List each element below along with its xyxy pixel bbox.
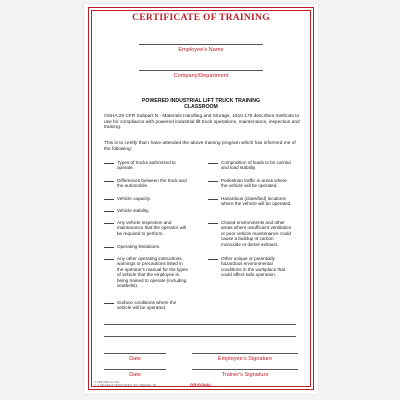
checkbox-line[interactable]	[104, 211, 114, 212]
checkbox-line[interactable]	[104, 163, 114, 164]
trainer-signature-line[interactable]	[192, 369, 298, 370]
footer-copyright: © PRINTED IN USA	[94, 380, 120, 384]
checkbox-line[interactable]	[208, 259, 218, 260]
write-in-line[interactable]	[104, 324, 296, 325]
write-in-line[interactable]	[104, 336, 296, 337]
trainer-signature-label: Trainer's Signature	[221, 372, 269, 378]
date-label-1: Date	[129, 356, 141, 362]
employee-signature-line[interactable]	[192, 353, 298, 354]
training-certificate: CERTIFICATE OF TRAINING Employee's Name Company/Department POWERED INDUSTRIAL LIFT TRUCK TRAINING CLASSROOM OSHA 29 CFR Subpart N - Materials Handling and Storage, 1910.178 describes methods to use for compliance with powered industrial lift truck operations, maintenance, inspection and training. This is to certify that I have attended the above training program which has informed me of the following: Types of trucks authorized to operate. Differences between the truck and the automobile. Vehicle capacity. Vehicle stability. Any vehicle inspection and maintenance that the operator will be required to perform. Operating limitations. Any other operating instructions, warnings or precautions listed in the operator's manual for the types of vehicle that the employee is being trained to operate (including seatbelts). Surface conditions where the vehicle will be operated. Composition of loads to be carried and load stability. Pedestrian traffic in areas where the vehicle will be operated. Hazardous (classified) locations where the vehicle will be operated. Closed environments and other areas where insufficient ventilation or poor vehicle maintenance could cause a buildup of carbon monoxide or diesel exhaust. Other unique or potentially hazardous environmental conditions in the workplace that could affect safe operation. Date Employee's Signature Date Trainer's Signature © PRINTED IN USA J. J. KELLER & ASSOCIATES, INC. NEENAH, WI ORIGINAL	[84, 4, 318, 394]
checkbox-line[interactable]	[104, 181, 114, 182]
date-label-2: Date	[129, 372, 141, 378]
training-heading-1: POWERED INDUSTRIAL LIFT TRUCK TRAINING	[141, 98, 261, 104]
osha-paragraph: OSHA 29 CFR Subpart N - Materials Handling and Storage, 1910.178 describes methods to use for compliance with powered industrial lift truck operations, maintenance, inspection and training.	[104, 114, 300, 131]
training-heading-2: CLASSROOM	[184, 104, 218, 110]
checkbox-line[interactable]	[104, 247, 114, 248]
company-label: Company/Department	[173, 73, 229, 79]
checkbox-line[interactable]	[208, 223, 218, 224]
checkbox-line[interactable]	[104, 223, 114, 224]
checkbox-line[interactable]	[208, 163, 218, 164]
date-line-1[interactable]	[104, 353, 166, 354]
footer-publisher: J. J. KELLER & ASSOCIATES, INC. NEENAH, WI	[94, 383, 157, 387]
company-line[interactable]	[139, 70, 263, 71]
checkbox-line[interactable]	[208, 181, 218, 182]
employee-name-label: Employee's Name	[178, 47, 224, 53]
certify-paragraph: This is to certify that I have attended the above training program which has informed me of the following:	[104, 141, 296, 152]
employee-name-line[interactable]	[139, 44, 263, 45]
checkbox-line[interactable]	[104, 199, 114, 200]
date-line-2[interactable]	[104, 369, 166, 370]
employee-signature-label: Employee's Signature	[217, 356, 273, 362]
checkbox-line[interactable]	[208, 199, 218, 200]
checkbox-line[interactable]	[104, 259, 114, 260]
certificate-title: CERTIFICATE OF TRAINING	[132, 13, 270, 23]
checkbox-line[interactable]	[104, 303, 114, 304]
original-label: ORIGINAL	[190, 382, 212, 387]
